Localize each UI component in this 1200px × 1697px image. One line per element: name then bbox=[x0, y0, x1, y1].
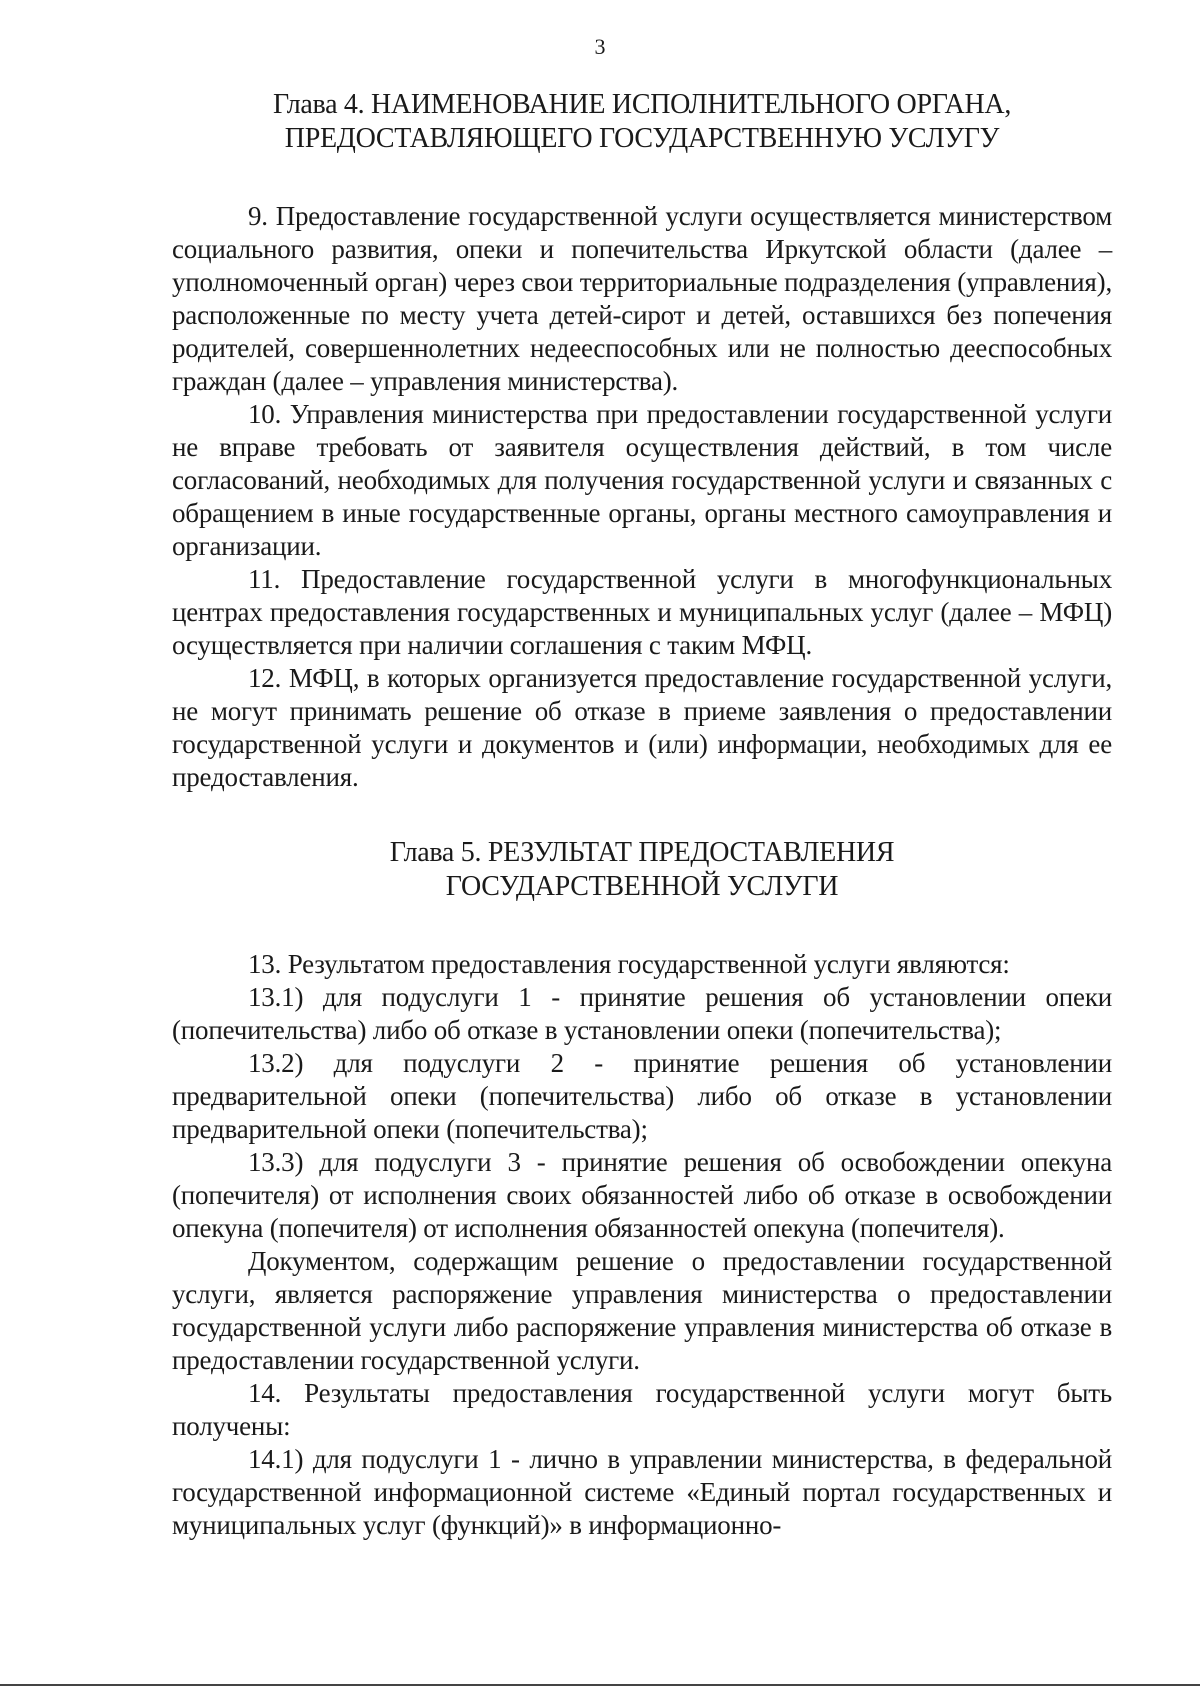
chapter-5-title-line-2: ГОСУДАРСТВЕННОЙ УСЛУГИ bbox=[445, 871, 839, 902]
paragraph-13-1: 13.1) для подуслуги 1 - принятие решения об установлении опеки (попечительства) либо об отказе в установлении опеки (попечительства); bbox=[172, 982, 1112, 1045]
paragraph-12: 12. МФЦ, в которых организуется предоставление государственной услуги, не могут принимать решение об отказе в приеме заявления о предоставлении государственной услуги и документов и (или) информации, необходимых для ее предоставления. bbox=[172, 663, 1112, 792]
paragraph-decision-document: Документом, содержащим решение о предоставлении государственной услуги, является распоряжение управления министерства о предоставлении государственной услуги либо распоряжение управления министерства об отказе в предоставлении государственной услуги. bbox=[172, 1246, 1112, 1375]
paragraph-14: 14. Результаты предоставления государственной услуги могут быть получены: bbox=[172, 1378, 1112, 1441]
document-body bbox=[172, 88, 1112, 1542]
paragraph-13-2: 13.2) для подуслуги 2 - принятие решения об установлении предварительной опеки (попечительства) либо об отказе в установлении предварительной опеки (попечительства); bbox=[172, 1048, 1112, 1144]
paragraph-13-3: 13.3) для подуслуги 3 - принятие решения об освобождении опекуна (попечителя) от исполнения своих обязанностей либо об отказе в освобождении опекуна (попечителя) от исполнения обязанностей опекуна (попечителя). bbox=[172, 1147, 1112, 1243]
page-number: 3 bbox=[594, 34, 606, 59]
chapter-5-heading bbox=[172, 836, 1112, 904]
chapter-4-title-line-1: Глава 4. НАИМЕНОВАНИЕ ИСПОЛНИТЕЛЬНОГО ОРГАНА, bbox=[272, 89, 1012, 120]
chapter-4-heading bbox=[172, 88, 1112, 156]
paragraph-13: 13. Результатом предоставления государственной услуги являются: bbox=[248, 949, 1010, 979]
page-bottom-rule bbox=[0, 1684, 1200, 1686]
chapter-4-title-line-2: ПРЕДОСТАВЛЯЮЩЕГО ГОСУДАРСТВЕННУЮ УСЛУГУ bbox=[284, 123, 1000, 154]
paragraph-11: 11. Предоставление государственной услуги в многофункциональных центрах предоставления государственных и муниципальных услуг (далее – МФЦ) осуществляется при наличии соглашения с таким МФЦ. bbox=[172, 564, 1112, 660]
paragraph-14-1: 14.1) для подуслуги 1 - лично в управлении министерства, в федеральной государственной информационной системе «Единый портал государственных и муниципальных услуг (функций)» в информационно- bbox=[172, 1444, 1112, 1540]
chapter-5-title-line-1: Глава 5. РЕЗУЛЬТАТ ПРЕДОСТАВЛЕНИЯ bbox=[389, 837, 895, 868]
paragraph-10: 10. Управления министерства при предоставлении государственной услуги не вправе требовать от заявителя осуществления действий, в том числе согласований, необходимых для получения государственной услуги и связанных с обращением в иные государственные органы, органы местного самоуправления и организации. bbox=[172, 399, 1112, 561]
paragraph-9: 9. Предоставление государственной услуги осуществляется министерством социального развития, опеки и попечительства Иркутской области (далее – уполномоченный орган) через свои территориальные подразделения (управления), расположенные по месту учета детей-сирот и детей, оставшихся без попечения родителей, совершеннолетних недееспособных или не полностью дееспособных граждан (далее – управления министерства). bbox=[172, 201, 1112, 396]
